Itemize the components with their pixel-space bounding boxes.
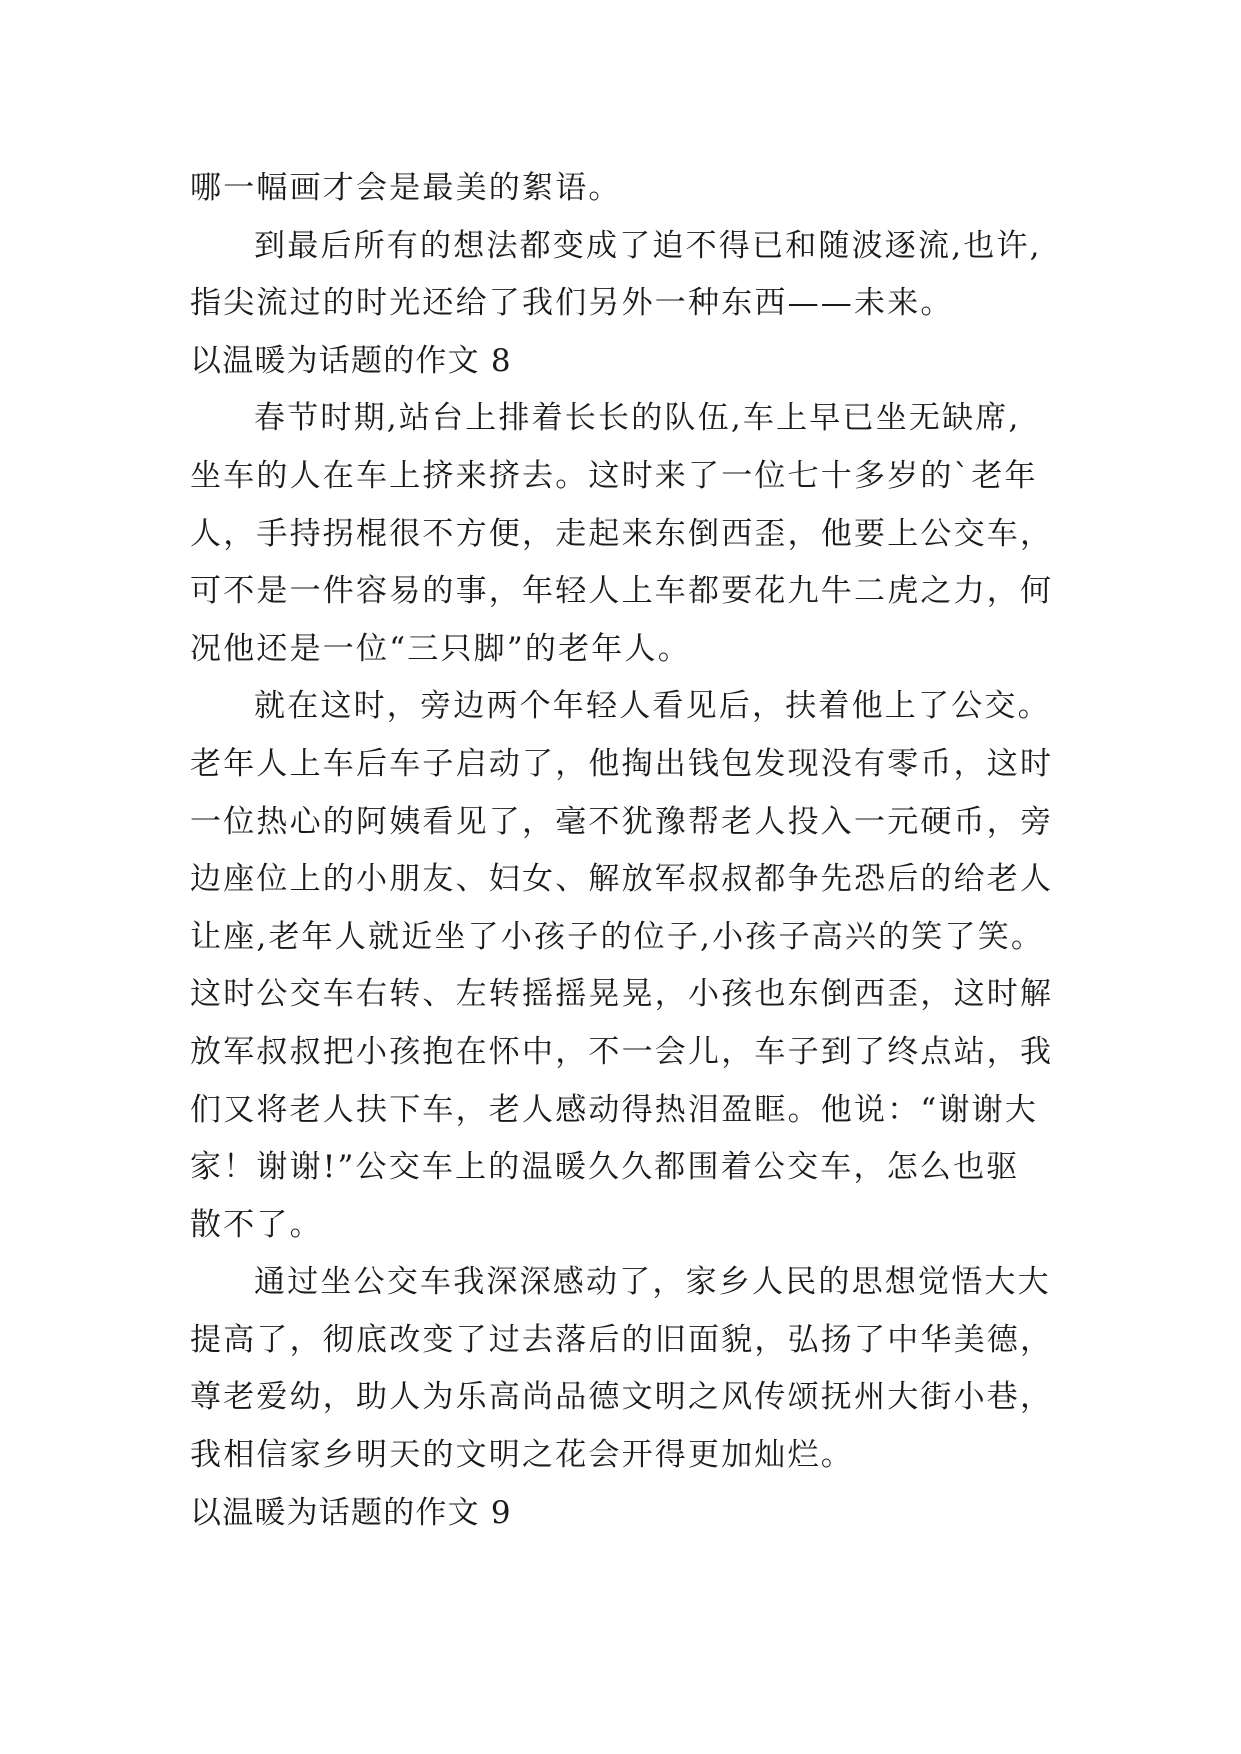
text-line: 边座位上的小朋友、妇女、解放军叔叔都争先恐后的给老人 xyxy=(190,861,1054,898)
text-line: 们又将老人扶下车，老人感动得热泪盈眶。他说：“谢谢大 xyxy=(190,1091,1039,1128)
text-line: 散不了。 xyxy=(190,1206,323,1243)
text-line: 指尖流过的时光还给了我们另外一种东西——未来。 xyxy=(190,285,954,322)
text-line: 人，手持拐棍很不方便，走起来东倒西歪，他要上公交车， xyxy=(190,515,1054,552)
text-line: 我相信家乡明天的文明之花会开得更加灿烂。 xyxy=(190,1437,854,1474)
text-line: 可不是一件容易的事，年轻人上车都要花九牛二虎之力，何 xyxy=(190,573,1054,610)
text-line: 提高了，彻底改变了过去落后的旧面貌，弘扬了中华美德， xyxy=(190,1321,1054,1358)
text-line: 家！谢谢!”公交车上的温暖久久都围着公交车，怎么也驱 xyxy=(190,1149,1020,1186)
text-line: 放军叔叔把小孩抱在怀中，不一会儿，车子到了终点站，我 xyxy=(190,1033,1054,1070)
text-line: 老年人上车后车子启动了，他掏出钱包发现没有零币，这时 xyxy=(190,745,1054,782)
paragraph-start: 春节时期,站台上排着长长的队伍,车上早已坐无缺席, xyxy=(254,400,1021,437)
paragraph-start: 就在这时，旁边两个年轻人看见后，扶着他上了公交。 xyxy=(254,688,1051,725)
paragraph-start: 到最后所有的想法都变成了迫不得已和随波逐流,也许, xyxy=(254,227,1042,264)
text-line: 让座,老年人就近坐了小孩子的位子,小孩子高兴的笑了笑。 xyxy=(190,918,1045,955)
paragraph-start: 通过坐公交车我深深感动了，家乡人民的思想觉悟大大 xyxy=(254,1264,1051,1301)
section-heading: 以温暖为话题的作文 9 xyxy=(190,1494,512,1531)
text-line: 哪一幅画才会是最美的絮语。 xyxy=(190,170,622,206)
text-line: 尊老爱幼，助人为乐高尚品德文明之风传颂抚州大街小巷， xyxy=(190,1379,1054,1416)
text-line: 坐车的人在车上挤来挤去。这时来了一位七十多岁的`老年 xyxy=(190,457,1038,494)
text-line: 一位热心的阿姨看见了，毫不犹豫帮老人投入一元硬币，旁 xyxy=(190,803,1054,840)
text-line: 这时公交车右转、左转摇摇晃晃，小孩也东倒西歪，这时解 xyxy=(190,976,1054,1013)
document-body xyxy=(190,160,1070,1542)
text-line: 况他还是一位“三只脚”的老年人。 xyxy=(190,630,691,667)
section-heading: 以温暖为话题的作文 8 xyxy=(190,342,512,379)
